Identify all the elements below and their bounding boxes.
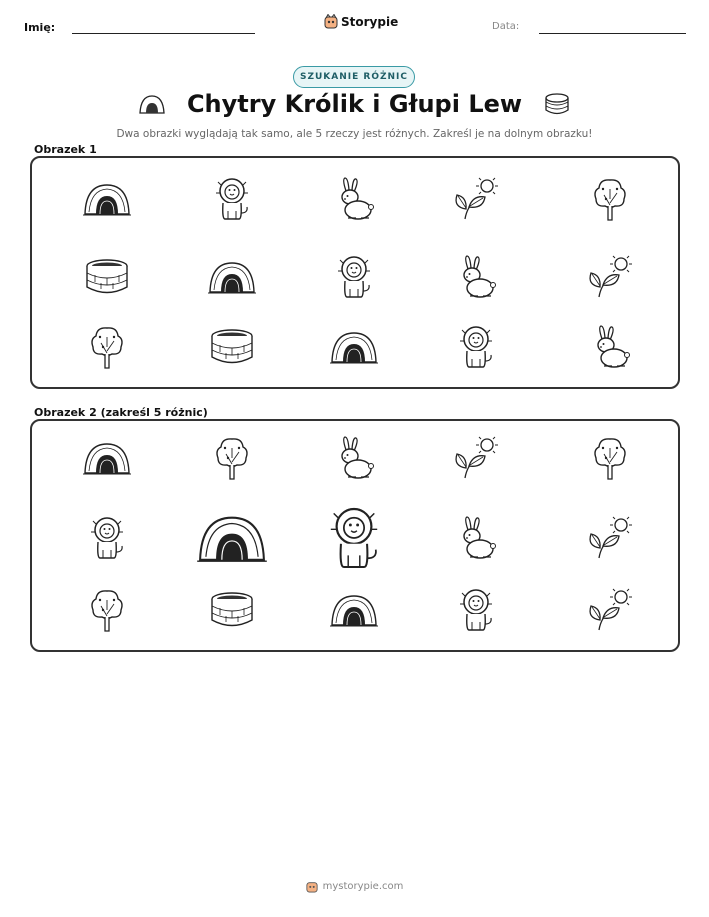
- lion-icon: [446, 319, 506, 375]
- lion-icon: [324, 249, 384, 305]
- picture2-panel[interactable]: [30, 419, 680, 652]
- cave-icon: [202, 249, 262, 305]
- well-icon: [202, 319, 262, 375]
- cave-icon: [77, 171, 137, 227]
- lion-icon[interactable]: [324, 510, 384, 566]
- page-title: [0, 90, 709, 120]
- rabbit-icon: [580, 319, 640, 375]
- rabbit-icon: [324, 171, 384, 227]
- activity-tag: SZUKANIE RÓŻNIC: [293, 66, 415, 88]
- tree-icon[interactable]: [77, 582, 137, 638]
- rabbit-icon: [446, 249, 506, 305]
- picture2-label: Obrazek 2 (zakreśl 5 różnic): [34, 406, 208, 419]
- brand-logo: [324, 14, 398, 29]
- rabbit-icon[interactable]: [324, 430, 384, 486]
- sun-leaves-icon[interactable]: [580, 510, 640, 566]
- lion-icon[interactable]: [77, 510, 137, 566]
- instructions: Dwa obrazki wyglądają tak samo, ale 5 rzeczy jest różnych. Zakreśl je na dolnym obrazku!: [116, 128, 593, 140]
- cave-icon[interactable]: [77, 430, 137, 486]
- well-icon: [544, 93, 570, 115]
- sun-leaves-icon: [580, 249, 640, 305]
- date-label: Data:: [492, 21, 520, 32]
- footer: [0, 880, 709, 893]
- sun-leaves-icon[interactable]: [446, 430, 506, 486]
- tree-icon[interactable]: [202, 430, 262, 486]
- picture1-label: Obrazek 1: [34, 143, 97, 156]
- sun-leaves-icon[interactable]: [580, 582, 640, 638]
- lion-icon[interactable]: [446, 582, 506, 638]
- storypie-icon: [324, 14, 338, 29]
- rabbit-icon[interactable]: [446, 510, 506, 566]
- picture1-panel: [30, 156, 680, 389]
- storypie-icon: [306, 880, 318, 893]
- lion-icon: [202, 171, 262, 227]
- cave-icon: [139, 94, 165, 114]
- cave-icon[interactable]: [324, 582, 384, 638]
- title-text: Chytry Królik i Głupi Lew: [186, 90, 523, 118]
- date-line[interactable]: [539, 33, 686, 34]
- cave-icon: [324, 319, 384, 375]
- name-line[interactable]: [72, 33, 255, 34]
- tree-icon: [580, 171, 640, 227]
- brand-name: Storypie: [341, 14, 399, 29]
- sun-leaves-icon: [446, 171, 506, 227]
- tree-icon[interactable]: [580, 430, 640, 486]
- name-label: Imię:: [24, 21, 56, 34]
- tree-icon: [77, 319, 137, 375]
- well-icon: [77, 249, 137, 305]
- well-icon[interactable]: [202, 582, 262, 638]
- cave-icon[interactable]: [202, 510, 262, 566]
- footer-url[interactable]: mystorypie.com: [322, 881, 404, 892]
